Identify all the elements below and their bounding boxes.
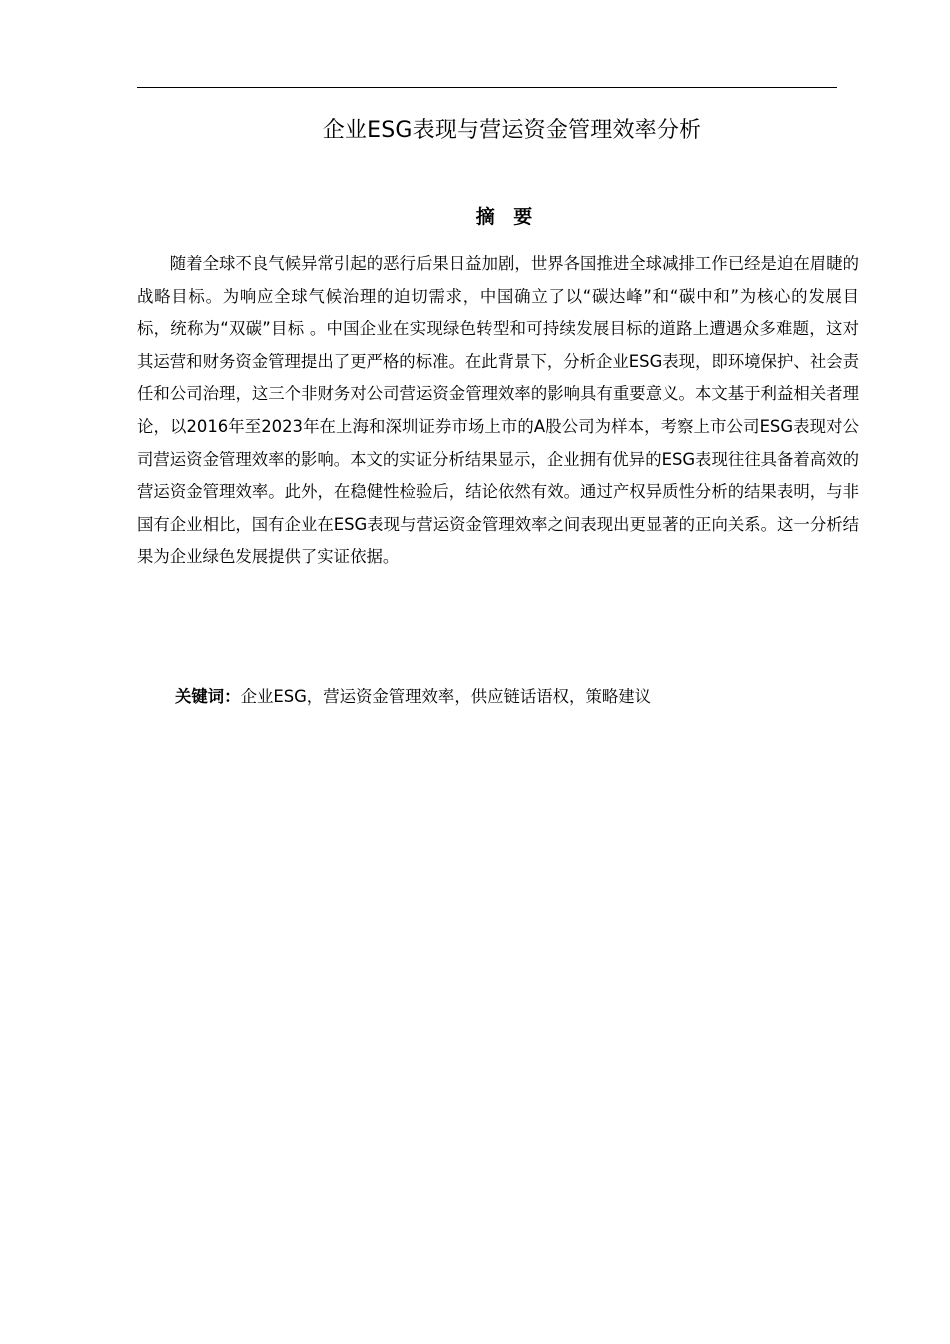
header-rule [137,87,837,88]
abstract-heading: 摘 要 [475,206,539,228]
keywords-list: 企业ESG，营运资金管理效率，供应链话语权，策略建议 [240,687,652,706]
keywords-line [175,682,855,712]
abstract-body: 随着全球不良气候异常引起的恶行后果日益加剧，世界各国推进全球减排工作已经是迫在眉睫的战略目标。为响应全球气候治理的迫切需求，中国确立了以“碳达峰”和“碳中和”为核心的发展目标，统称为“双碳”目标 。中国企业在实现绿色转型和可持续发展目标的道路上遭遇众多难题，这对其运营和财务资金管理提出了更严格的标准。在此背景下，分析企业ESG表现，即环境保护、社会责任和公司治理，这三个非财务对公司营运资金管理效率的影响具有重要意义。本文基于利益相关者理论，以2016年至2023年在上海和深圳证券市场上市的A股公司为样本，考察上市公司ESG表现对公司营运资金管理效率的影响。本文的实证分析结果显示，企业拥有优异的ESG表现往往具备着高效的营运资金管理效率。此外，在稳健性检验后，结论依然有效。通过产权异质性分析的结果表明，与非国有企业相比，国有企业在ESG表现与营运资金管理效率之间表现出更显著的正向关系。这一分析结果为企业绿色发展提供了实证依据。 [137,254,859,567]
keywords-label: 关键词： [175,687,241,706]
paper-title: 企业ESG表现与营运资金管理效率分析 [322,118,702,143]
